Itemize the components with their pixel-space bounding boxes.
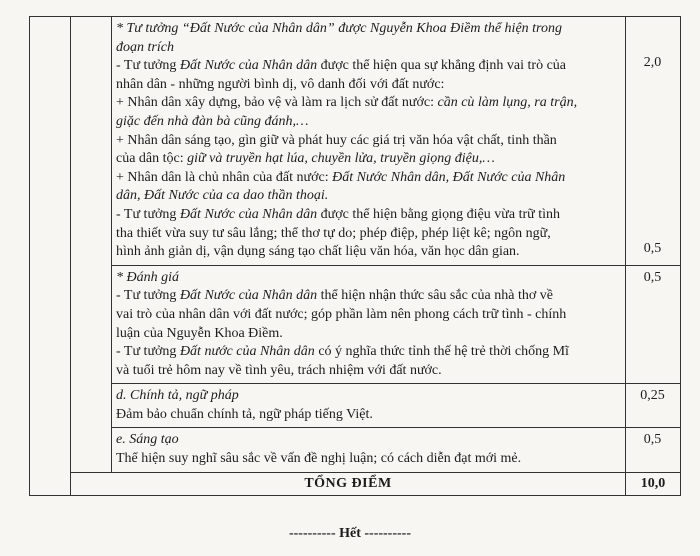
criteria-line	[116, 169, 620, 188]
table-row	[30, 265, 681, 384]
criteria-line	[116, 431, 620, 450]
score-value: 0,5	[643, 269, 662, 285]
italic-text: Đất Nước của Nhân dân	[179, 58, 318, 74]
score-cell	[626, 384, 681, 428]
grading-table	[29, 16, 681, 496]
criteria-line	[116, 113, 620, 132]
criteria-text	[116, 20, 620, 262]
score-cell	[626, 428, 681, 472]
score-cell	[626, 17, 681, 266]
text-segment: tha thiết vừa suy tư sâu lắng; thể thơ tự do; phép điệp, phép liệt kê; ngôn ngữ,	[116, 225, 551, 241]
criteria-cell	[112, 384, 626, 428]
criteria-line	[116, 287, 620, 306]
criteria-line	[116, 150, 620, 169]
criteria-line	[116, 343, 620, 362]
criteria-cell	[112, 17, 626, 266]
italic-text: giữ và truyền hạt lúa, chuyền lửa, truyền giọng điệu,…	[187, 151, 495, 167]
total-row	[30, 472, 681, 496]
criteria-line	[116, 325, 620, 344]
score-value: 0,5	[643, 432, 662, 448]
text-segment: của dân tộc:	[116, 151, 188, 167]
text-segment: + Nhân dân xây dựng, bảo vệ và làm ra lịch sử đất nước:	[116, 95, 438, 111]
text-segment: và tuổi trẻ hôm nay về tình yêu, trách nhiệm với đất nước.	[116, 362, 442, 378]
text-segment: - Tư tưởng	[116, 344, 180, 360]
criteria-text	[116, 431, 620, 468]
score-cell	[626, 265, 681, 384]
criteria-line	[116, 20, 620, 39]
criteria-text	[116, 387, 620, 424]
criteria-line	[116, 76, 620, 95]
section-cell	[71, 17, 112, 473]
criteria-line	[116, 57, 620, 76]
text-segment: được thể hiện bằng giọng điệu vừa trữ tình	[317, 206, 560, 222]
text-segment: có ý nghĩa thức tỉnh thế hệ trẻ thời chống Mĩ	[314, 344, 569, 360]
criteria-line	[116, 362, 620, 381]
text-segment: - Tư tưởng	[116, 288, 180, 304]
text-segment: Đảm bảo chuẩn chính tả, ngữ pháp tiếng Việt.	[116, 406, 373, 422]
italic-text: * Tư tưởng “Đất Nước của Nhân dân” được Nguyễn Khoa Điềm thể hiện trong	[116, 21, 562, 36]
total-label: TỔNG ĐIỂM	[71, 472, 626, 496]
criteria-line	[116, 39, 620, 58]
criteria-line	[116, 387, 620, 406]
italic-text: Đất Nước của Nhân dân	[179, 288, 318, 304]
italic-text: Đất Nước Nhân dân, Đất Nước của Nhân	[332, 169, 566, 185]
text-segment: + Nhân dân là chủ nhân của đất nước:	[116, 169, 333, 185]
text-segment: hình ảnh giản dị, vận dụng sáng tạo chất liệu văn hóa, văn học dân gian.	[116, 244, 520, 260]
criteria-line	[116, 94, 620, 113]
italic-text: * Đánh giá	[116, 269, 179, 285]
criteria-line	[116, 406, 620, 425]
text-segment: Thể hiện suy nghĩ sâu sắc về vấn đề nghị luận; có cách diễn đạt mới mẻ.	[116, 451, 522, 467]
criteria-line	[116, 187, 620, 206]
text-segment: được thể hiện qua sự khẳng định vai trò của	[317, 58, 567, 74]
italic-text: dân, Đất Nước của ca dao thần thoại.	[116, 188, 329, 204]
table-row	[30, 17, 681, 266]
table-row	[30, 428, 681, 472]
criteria-line	[116, 225, 620, 244]
italic-text: giặc đến nhà đàn bà cũng đánh,…	[116, 113, 309, 129]
italic-text: đoạn trích	[116, 39, 174, 55]
text-segment: vai trò của nhân dân với đất nước; góp phần làm nên phong cách trữ tình - chính	[116, 306, 567, 322]
criteria-line	[116, 206, 620, 225]
end-marker: ---------- Hết ----------	[288, 526, 411, 541]
text-segment: luận của Nguyễn Khoa Điềm.	[116, 325, 283, 341]
text-segment: + Nhân dân sáng tạo, gìn giữ và phát huy các giá trị văn hóa vật chất, tinh thần	[116, 132, 557, 148]
text-segment: nhân dân - những người bình dị, vô danh đối với đất nước:	[116, 76, 445, 92]
text-segment: thể hiện nhận thức sâu sắc của nhà thơ về	[317, 288, 553, 304]
criteria-cell	[112, 265, 626, 384]
italic-text: cần cù làm lụng, ra trận,	[437, 95, 578, 111]
criteria-line	[116, 132, 620, 151]
text-segment: - Tư tưởng	[116, 206, 180, 222]
question-number-cell	[30, 17, 71, 496]
score-value: 0,25	[640, 388, 665, 404]
total-score: 10,0	[626, 472, 681, 496]
italic-text: d. Chính tả, ngữ pháp	[116, 388, 239, 404]
criteria-line	[116, 306, 620, 325]
score-value: 0,5	[643, 240, 662, 256]
table-row	[30, 384, 681, 428]
criteria-line	[116, 269, 620, 288]
text-segment: - Tư tưởng	[116, 58, 180, 74]
criteria-line	[116, 450, 620, 469]
italic-text: Đất nước của Nhân dân	[179, 344, 315, 360]
italic-text: e. Sáng tạo	[116, 432, 179, 448]
criteria-line	[116, 243, 620, 262]
criteria-cell	[112, 428, 626, 472]
criteria-text	[116, 269, 620, 381]
score-value: 2,0	[643, 55, 662, 70]
italic-text: Đất Nước của Nhân dân	[179, 206, 318, 222]
